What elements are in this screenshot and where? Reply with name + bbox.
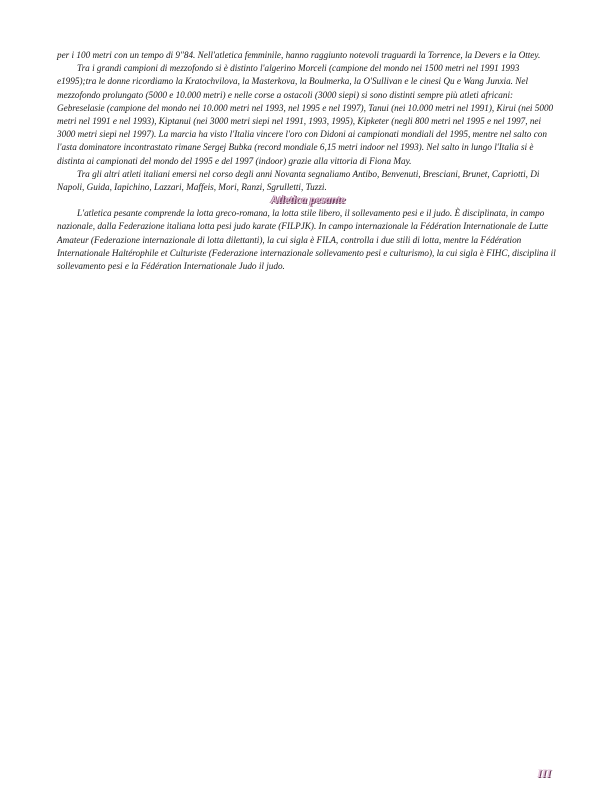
page-body — [57, 49, 559, 273]
paragraph-mezzofondo: Tra i grandi campioni di mezzofondo si è distinto l'algerino Morceli (campione del mondo nei 1500 metri nel 1991 1993 e1995);tra le donne ricordiamo la Kratochvilova, la Masterkova, la Boulmerka, la O'Sullivan e le cinesi Qu e Wang Junxia. Nel mezzofondo prolungato (5000 e 10.000 metri) e nelle corse a ostacoli (3000 siepi) si sono distinti sempre più atleti africani: Gebreselasie (campione del mondo nei 10.000 metri nel 1993, nel 1995 e nel 1997), Tanui (nei 10.000 metri nel 1991), Kirui (nei 5000 metri nel 1991 e nel 1993), Kiptanui (nei 3000 metri siepi nel 1991, 1993, 1995), Kipketer (negli 800 metri nel 1995 e nel 1997, nei 3000 metri siepi nel 1997). La marcia ha visto l'Italia vincere l'oro con Didoni ai campionati mondiali del 1995, mentre nel salto con l'asta dominatore incontrastato rimane Sergej Bubka (record mondiale 6,15 metri indoor nel 1993). Nel salto in lungo l'Italia si è distinta ai campionati del mondo del 1995 e del 1997 (indoor) grazie alla vittoria di Fiona May. — [57, 63, 554, 166]
paragraph-atletica-pesante: L'atletica pesante comprende la lotta greco-romana, la lotta stile libero, il sollevamento pesi e il judo. È disciplinata, in campo nazionale, dalla Federazione italiana lotta pesi judo karate (FILPJK). In campo internazionale la Fédération Internationale de Lutte Amateur (Federazione internazionale di lotta dilettanti), la cui sigla è FILA, controlla i due stili di lotta, mentre la Fédération Internationale Haltérophile et Culturiste (Federazione internazionale sollevamento pesi e culturismo), la cui sigla è FIHC, disciplina il sollevamento pesi e la Fédération Internationale Judo il judo. — [57, 208, 556, 272]
page-number: III — [537, 766, 552, 780]
section-heading: Atletica pesante — [270, 194, 346, 207]
paragraph-atleti-italiani: Tra gli altri atleti italiani emersi nel corso degli anni Novanta segnaliamo Antibo, Benvenuti, Bresciani, Brunet, Capriotti, Di Napoli, Guida, Iapichino, Lazzari, Maffeis, Mori, Ranzi, Sgrulletti, Tuzzi. — [57, 168, 540, 193]
paragraph-continuation: per i 100 metri con un tempo di 9"84. Nell'atletica femminile, hanno raggiunto notevoli traguardi la Torrence, la Devers e la Ottey. — [57, 50, 541, 60]
